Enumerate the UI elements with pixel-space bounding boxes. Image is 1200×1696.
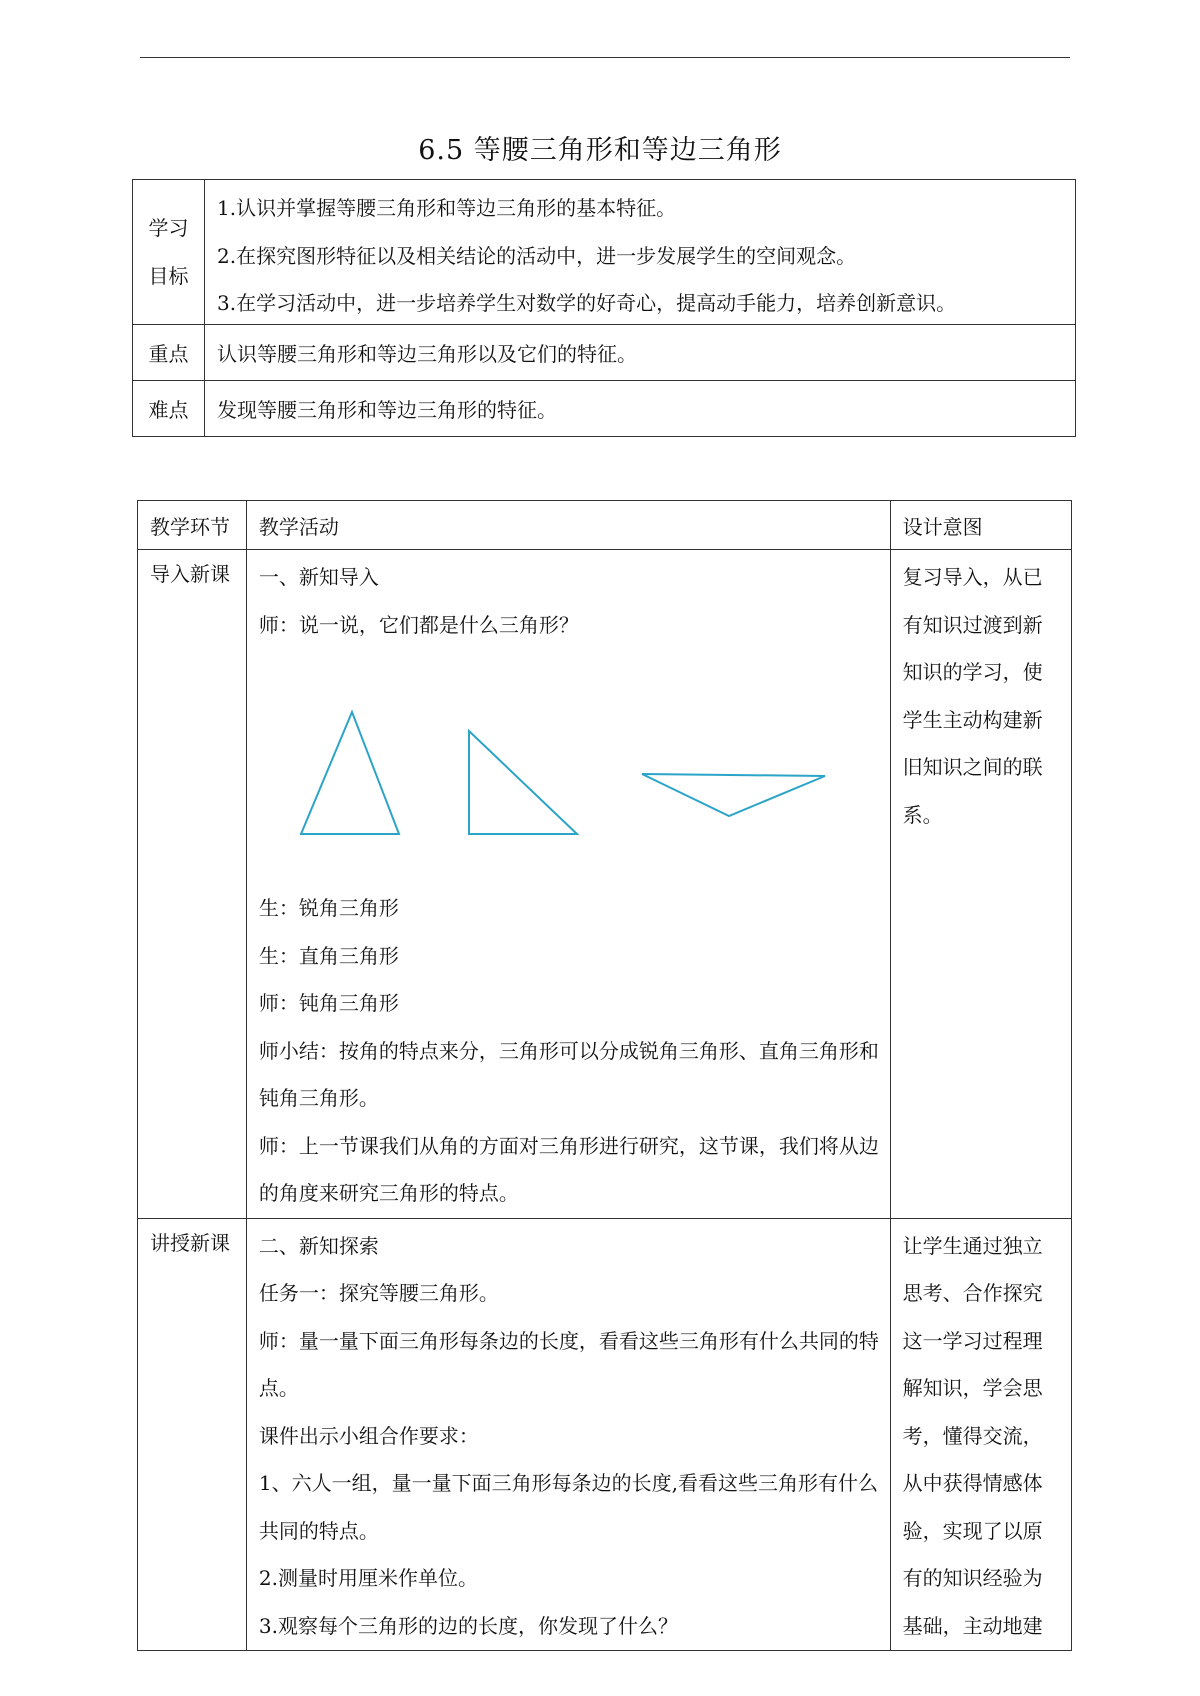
lesson-line-6: 2.测量时用厘米作单位。 [258, 1566, 479, 1590]
lesson-line-7: 3.观察每个三角形的边的长度，你发现了什么？ [258, 1613, 679, 1638]
objectives-content [205, 180, 1076, 325]
intro-question: 师：说一说，它们都是什么三角形？ [258, 612, 579, 637]
stage-new-lesson: 讲授新课 [138, 1218, 247, 1651]
objectives-label [133, 180, 205, 325]
header-intent: 设计意图 [890, 501, 1071, 550]
difficulty-label: 难点 [133, 381, 205, 437]
key-point-text: 认识等腰三角形和等边三角形以及它们的特征。 [205, 325, 1076, 381]
lesson-plan-header-row [138, 501, 1072, 550]
objectives-label-line2: 目标 [148, 264, 189, 288]
intro-line-4: 师小结：按角的特点来分，三角形可以分成锐角三角形、直角三角形和钝角三角形。 [258, 1038, 879, 1110]
section-intro-row [138, 550, 1072, 1219]
key-point-label: 重点 [133, 325, 205, 381]
objective-item-1: 1.认识并掌握等腰三角形和等边三角形的基本特征。 [217, 196, 677, 220]
lesson-line-4: 课件出示小组合作要求： [258, 1423, 479, 1448]
lesson-line-5: 1、六人一组，量一量下面三角形每条边的长度,看看这些三角形有什么共同的特点。 [258, 1471, 879, 1543]
header-rule [140, 57, 1070, 58]
difficulty-text: 发现等腰三角形和等边三角形的特征。 [205, 381, 1076, 437]
page-title: 6.5 等腰三角形和等边三角形 [418, 135, 782, 166]
objectives-table [132, 179, 1076, 437]
objective-item-2: 2.在探究图形特征以及相关结论的活动中，进一步发展学生的空间观念。 [217, 244, 857, 268]
intent-new-lesson-text: 让学生通过独立思考、合作探究这一学习过程理解知识，学会思考，懂得交流，从中获得情感体验，实现了以原有的知识经验为基础，主动地建 [902, 1233, 1043, 1638]
activity-intro [246, 550, 890, 1219]
activity-new-lesson [246, 1218, 890, 1651]
objectives-label-line1: 学习 [148, 216, 189, 240]
section-new-lesson-row [138, 1218, 1072, 1651]
header-stage: 教学环节 [138, 501, 247, 550]
right-triangle [469, 731, 577, 834]
header-activity: 教学活动 [246, 501, 890, 550]
intent-intro-text: 复习导入，从已有知识过渡到新知识的学习，使学生主动构建新旧知识之间的联系。 [902, 565, 1043, 827]
intro-line-5: 师：上一节课我们从角的方面对三角形进行研究，这节课，我们将从边的角度来研究三角形的特点。 [258, 1133, 879, 1205]
intent-new-lesson [890, 1218, 1071, 1651]
key-point-row [133, 325, 1076, 381]
lesson-line-3: 师：量一量下面三角形每条边的长度，看看这些三角形有什么共同的特点。 [258, 1328, 879, 1400]
intent-intro [890, 550, 1071, 1219]
difficulty-row [133, 381, 1076, 437]
lesson-plan-table [137, 500, 1072, 1651]
lesson-line-2: 任务一：探究等腰三角形。 [258, 1281, 499, 1305]
triangles-svg [259, 649, 888, 885]
stage-intro: 导入新课 [138, 550, 247, 1219]
lesson-line-1: 二、新知探索 [258, 1233, 379, 1258]
objectives-row [133, 180, 1076, 325]
intro-heading: 一、新知导入 [258, 565, 379, 589]
intro-line-2: 生：直角三角形 [258, 943, 399, 968]
intro-line-3: 师：钝角三角形 [258, 991, 399, 1015]
objective-item-3: 3.在学习活动中，进一步培养学生对数学的好奇心，提高动手能力，培养创新意识。 [217, 291, 957, 315]
obtuse-triangle [642, 774, 825, 816]
intro-line-1: 生：锐角三角形 [258, 896, 399, 920]
triangles-figure [259, 649, 880, 885]
acute-triangle [301, 712, 399, 834]
